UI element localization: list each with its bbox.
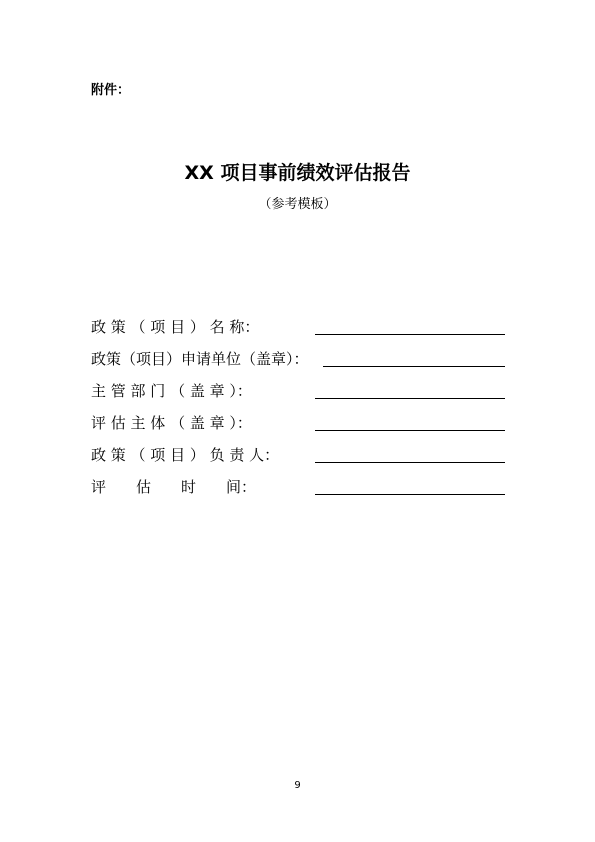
document-subtitle: （参考模板）: [258, 197, 337, 212]
form-row-department: [91, 381, 511, 413]
field-label-responsible-person: 政 策 （ 项 目 ） 负 责 人：: [91, 446, 280, 464]
document-title: XX 项目事前绩效评估报告: [184, 162, 411, 184]
form-row-responsible-person: [91, 445, 511, 477]
cover-form: [91, 317, 511, 509]
field-label-department: 主 管 部 门 （ 盖 章 ）：: [91, 382, 252, 400]
field-line-department: [315, 398, 505, 399]
field-line-policy-name: [315, 334, 505, 335]
attachment-label: 附件：: [91, 83, 131, 98]
page-number: 9: [294, 780, 301, 791]
form-row-policy-name: [91, 317, 511, 349]
form-row-evaluation-time: [91, 477, 511, 509]
field-line-evaluator: [315, 430, 505, 431]
field-line-applicant: [323, 366, 505, 367]
field-line-evaluation-time: [315, 494, 505, 495]
form-row-evaluator: [91, 413, 511, 445]
form-row-applicant: [91, 349, 511, 381]
field-label-evaluation-time: 评 估 时 间：: [91, 478, 257, 496]
field-label-applicant: 政策（项目）申请单位（盖章）：: [91, 350, 309, 368]
field-line-responsible-person: [315, 462, 505, 463]
field-label-evaluator: 评 估 主 体 （ 盖 章 ）：: [91, 414, 252, 432]
field-label-policy-name: 政 策 （ 项 目 ） 名 称：: [91, 318, 260, 336]
